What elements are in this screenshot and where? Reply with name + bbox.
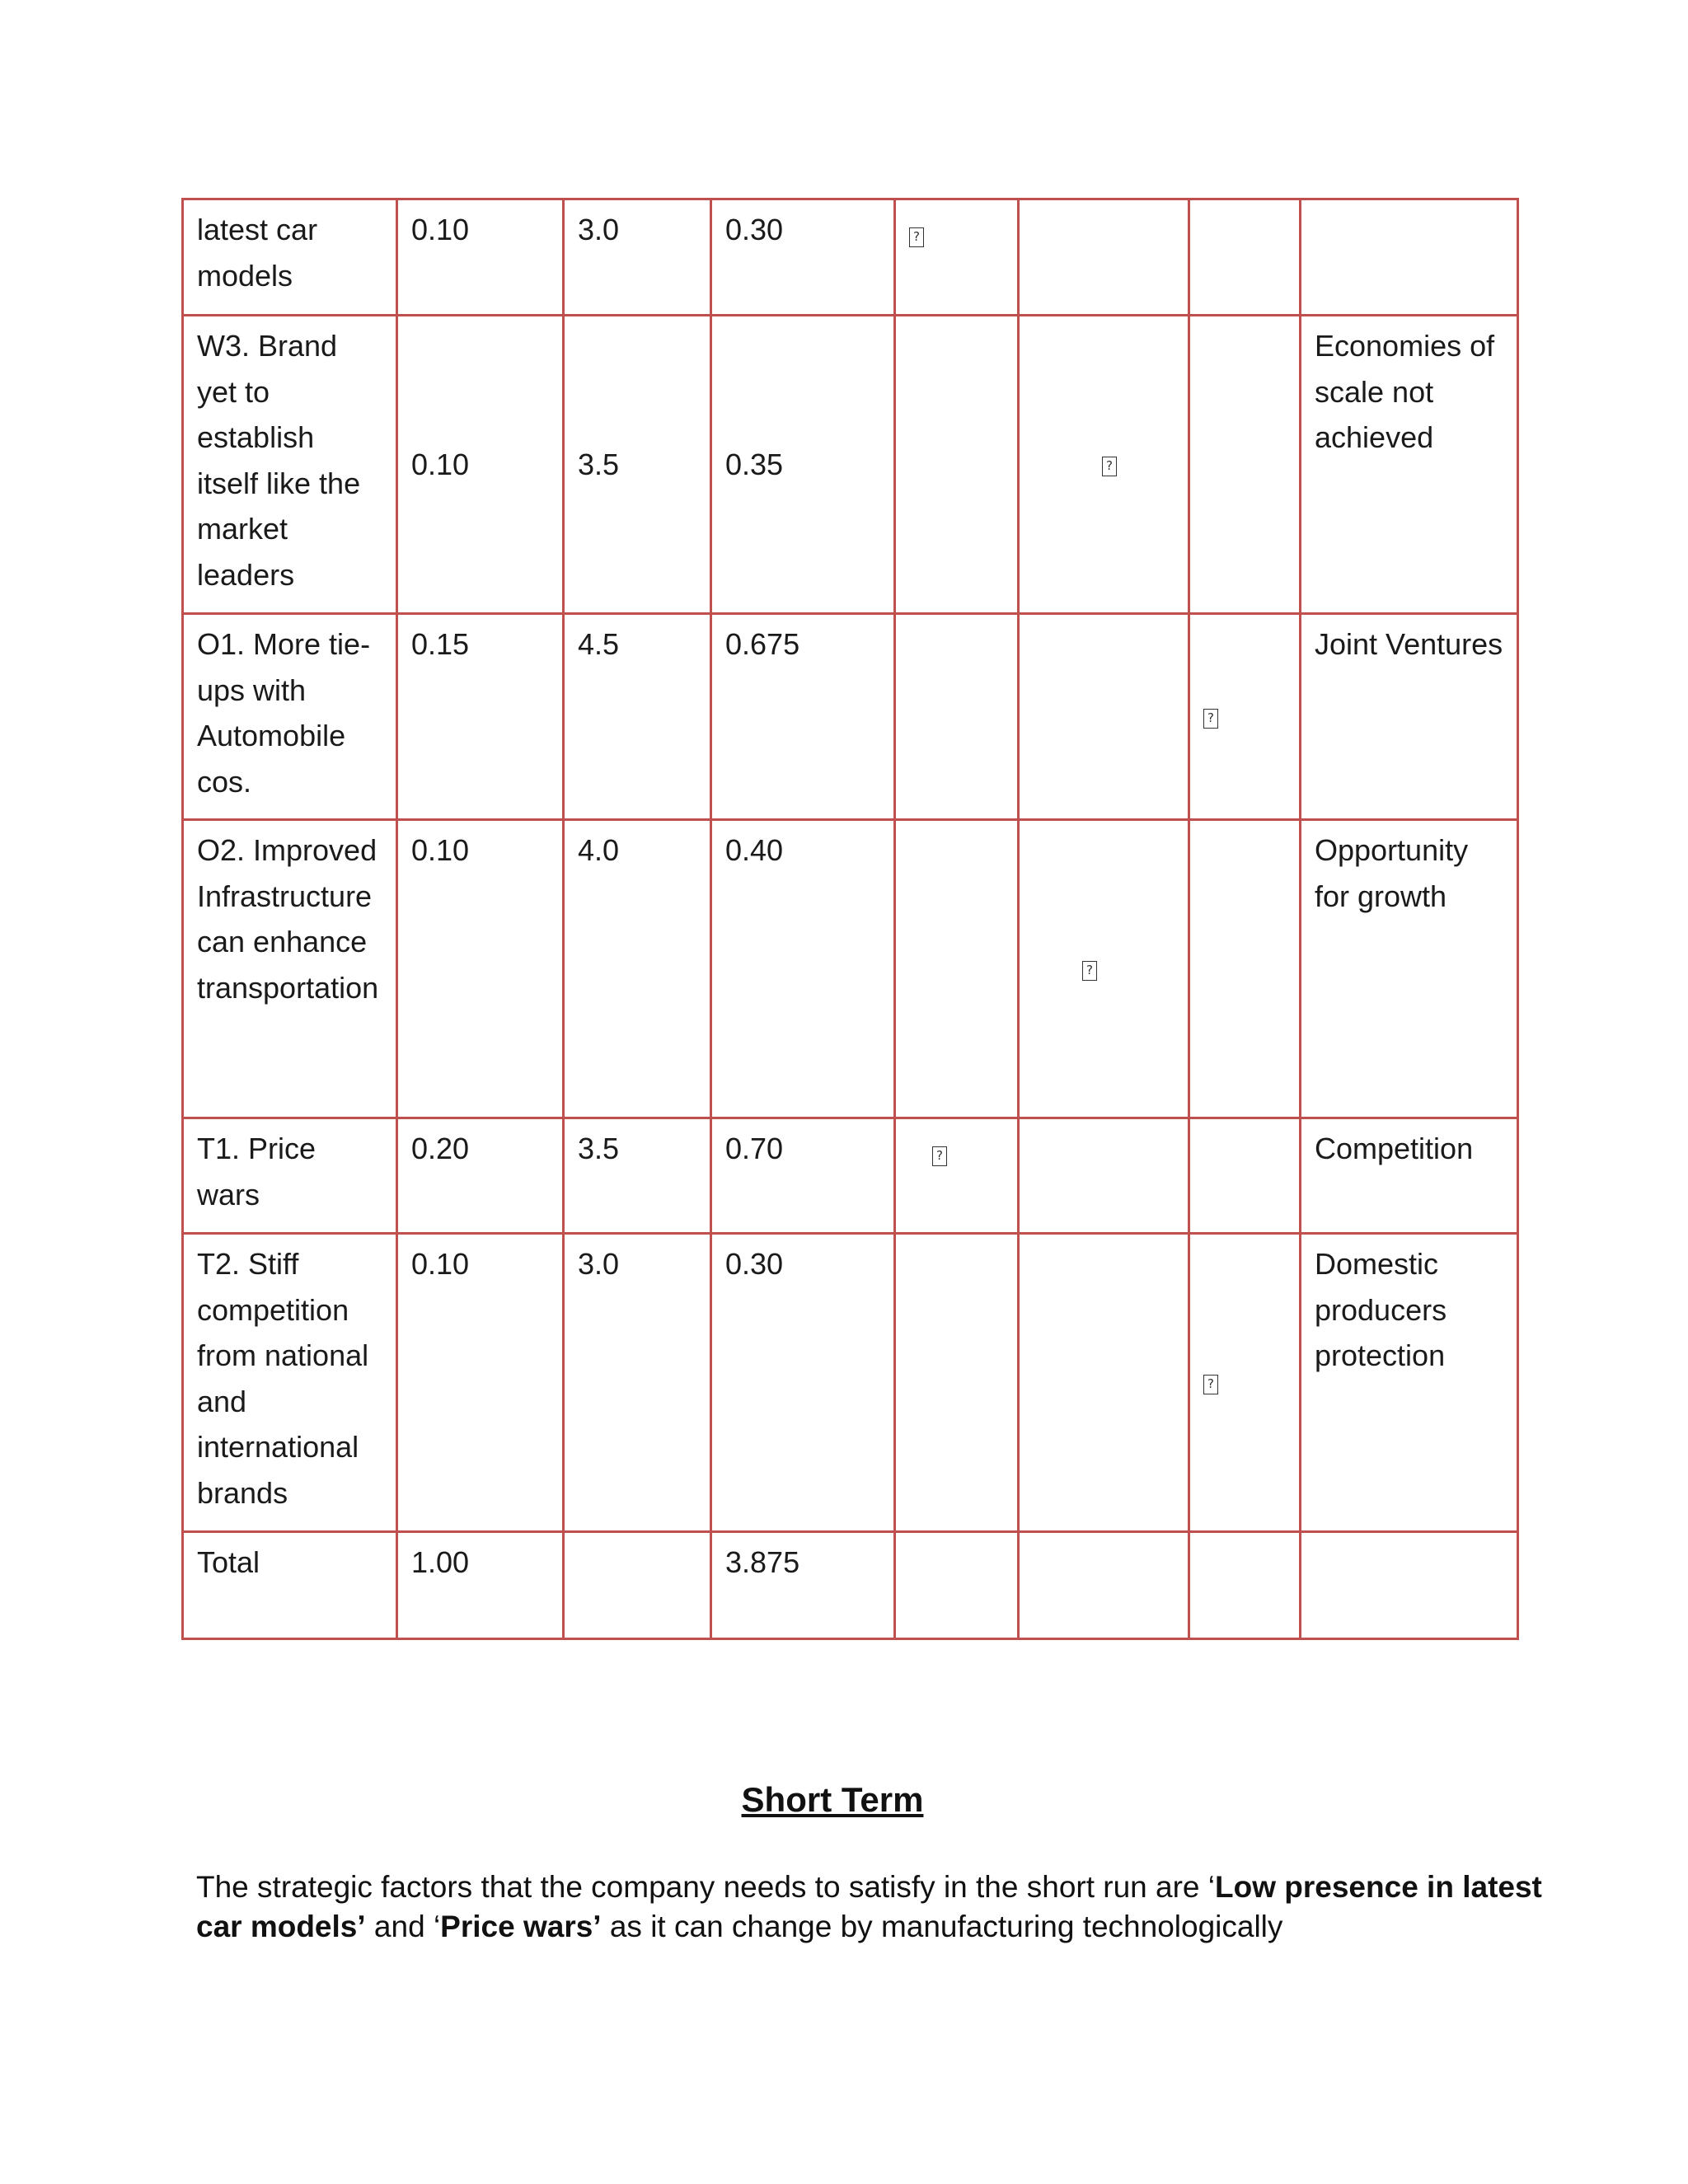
comment-cell: Economies of scale not achieved <box>1301 316 1518 614</box>
intermediate-term-cell <box>1019 316 1189 614</box>
short-term-cell <box>895 1532 1019 1639</box>
rating-cell: 3.5 <box>564 316 711 614</box>
weighted-score-cell: 0.40 <box>711 820 895 1118</box>
weight-cell: 0.10 <box>397 820 564 1118</box>
comment-cell: Competition <box>1301 1118 1518 1234</box>
intermediate-term-cell <box>1019 614 1189 820</box>
body-paragraph <box>196 1868 1548 1947</box>
rating-cell: 4.5 <box>564 614 711 820</box>
factor-cell: T2. Stiff competition from national and international brands <box>183 1234 397 1532</box>
long-term-cell <box>1189 1532 1301 1639</box>
section-heading: Short Term <box>741 1780 924 1819</box>
table-row <box>183 1118 1518 1234</box>
rating-cell: 4.0 <box>564 820 711 1118</box>
long-term-cell <box>1189 820 1301 1118</box>
weight-cell: 0.20 <box>397 1118 564 1234</box>
table-row <box>183 614 1518 820</box>
rating-cell: 3.0 <box>564 199 711 316</box>
paragraph-text: as it can change by manufacturing technologically <box>601 1910 1283 1943</box>
comment-cell: Domestic producers protection <box>1301 1234 1518 1532</box>
long-term-cell <box>1189 1234 1301 1532</box>
weight-cell: 0.10 <box>397 199 564 316</box>
paragraph-bold-text: Price wars’ <box>440 1910 602 1943</box>
weighted-score-cell: 3.875 <box>711 1532 895 1639</box>
weight-cell: 1.00 <box>397 1532 564 1639</box>
short-term-cell <box>895 614 1019 820</box>
comment-cell: Opportunity for growth <box>1301 820 1518 1118</box>
long-term-cell <box>1189 316 1301 614</box>
intermediate-term-cell <box>1019 1118 1189 1234</box>
weighted-score-cell: 0.30 <box>711 199 895 316</box>
strategic-factors-table <box>181 198 1519 1640</box>
comment-cell: Joint Ventures <box>1301 614 1518 820</box>
rating-cell <box>564 1532 711 1639</box>
checkmark-placeholder-icon <box>909 227 924 247</box>
intermediate-term-cell <box>1019 199 1189 316</box>
paragraph-text: The strategic factors that the company needs to satisfy in the short run are ‘ <box>196 1870 1216 1904</box>
weight-cell: 0.15 <box>397 614 564 820</box>
table-row <box>183 316 1518 614</box>
weighted-score-cell: 0.30 <box>711 1234 895 1532</box>
checkmark-placeholder-icon <box>1082 961 1097 981</box>
factor-cell: O1. More tie-ups with Automobile cos. <box>183 614 397 820</box>
checkmark-placeholder-icon <box>932 1146 947 1166</box>
checkmark-placeholder-icon <box>1102 457 1117 476</box>
comment-cell <box>1301 1532 1518 1639</box>
short-term-cell <box>895 1234 1019 1532</box>
rating-cell: 3.0 <box>564 1234 711 1532</box>
long-term-cell <box>1189 614 1301 820</box>
factor-cell: O2. Improved Infrastructure can enhance transportation <box>183 820 397 1118</box>
weighted-score-cell: 0.675 <box>711 614 895 820</box>
long-term-cell <box>1189 1118 1301 1234</box>
long-term-cell <box>1189 199 1301 316</box>
checkmark-placeholder-icon <box>1203 1375 1218 1394</box>
table-row <box>183 199 1518 316</box>
checkmark-placeholder-icon <box>1203 709 1218 729</box>
short-term-cell <box>895 316 1019 614</box>
comment-cell <box>1301 199 1518 316</box>
intermediate-term-cell <box>1019 1532 1189 1639</box>
weighted-score-cell: 0.35 <box>711 316 895 614</box>
table-row-total <box>183 1532 1518 1639</box>
weight-cell: 0.10 <box>397 316 564 614</box>
paragraph-bold-text: Low presence in latest car models’ <box>196 1870 1542 1943</box>
short-term-cell <box>895 820 1019 1118</box>
table-row <box>183 1234 1518 1532</box>
table-row <box>183 820 1518 1118</box>
paragraph-text: and ‘ <box>365 1910 441 1943</box>
weighted-score-cell: 0.70 <box>711 1118 895 1234</box>
weight-cell: 0.10 <box>397 1234 564 1532</box>
factor-cell: Total <box>183 1532 397 1639</box>
factor-cell: W3. Brand yet to establish itself like the market leaders <box>183 316 397 614</box>
factor-cell: latest car models <box>183 199 397 316</box>
short-term-cell <box>895 199 1019 316</box>
short-term-cell <box>895 1118 1019 1234</box>
intermediate-term-cell <box>1019 1234 1189 1532</box>
factor-cell: T1. Price wars <box>183 1118 397 1234</box>
rating-cell: 3.5 <box>564 1118 711 1234</box>
intermediate-term-cell <box>1019 820 1189 1118</box>
